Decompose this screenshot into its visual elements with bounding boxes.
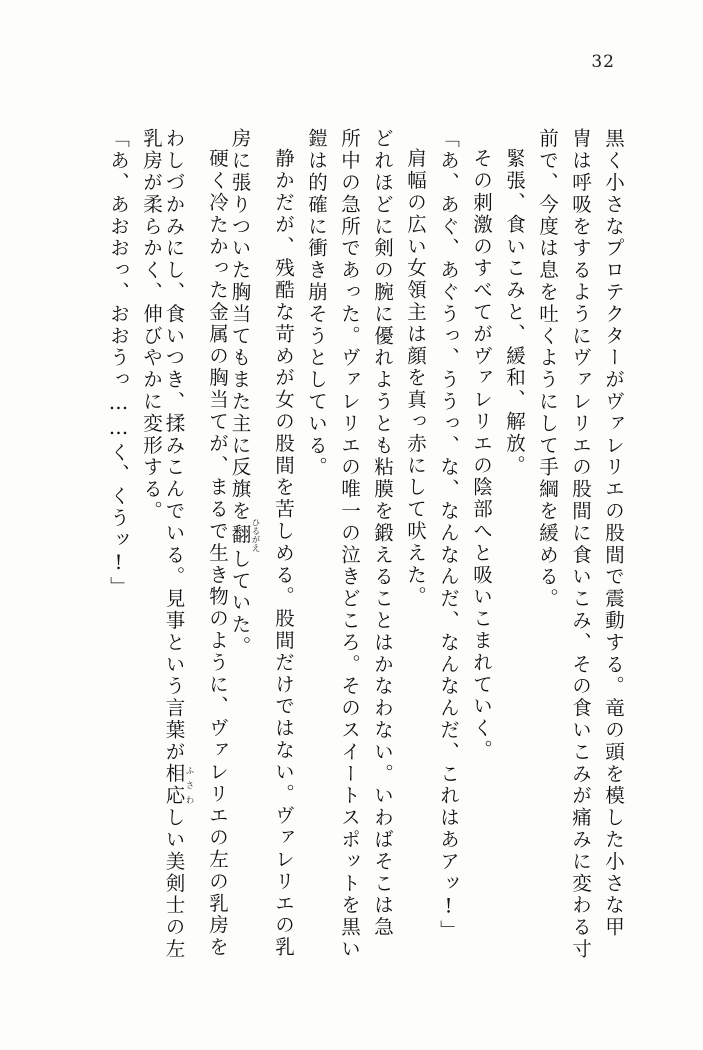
text-column: 硬く冷たかった金属の胸当てが、まるで生き物のように、ヴァレリエの左の乳房を [206, 148, 229, 959]
text-column: 静かだが、残酷な苛めが女の股間を苦しめる。股間だけではない。ヴァレリエの乳 [272, 148, 295, 959]
text-column: 房に張りついた胸当てもまた主に反旗を翻ひるがえしていた。 [228, 128, 260, 658]
text-column: 乳房が柔らかく、伸びやかに変形する。 [140, 128, 163, 523]
ruby-annotation: 翻ひるがえ [228, 518, 260, 553]
text-column: その刺激のすべてがヴァレリエの陰部へと吸いこまれていく。 [470, 148, 493, 762]
text-column: 鎧は的確に衝き崩そうとしている。 [305, 128, 328, 479]
text-column: わしづかみにし、食いつき、揉みこんでいる。見事という言葉が相応ふさわしい美剣士の左 [162, 128, 194, 961]
text-column: どれほどに剣の腕に優れようとも粘膜を鍛えることはかなわない。いわばそこは急 [371, 128, 394, 939]
text-column: 黒く小さなプロテクターがヴァレリエの股間で震動する。竜の頭を模した小さな甲 [602, 128, 625, 939]
text-column: 前で、今度は息を吐くようにして手綱を緩める。 [536, 128, 559, 610]
text-column: 肩幅の広い女領主は顔を真っ赤にして吠えた。 [404, 148, 427, 608]
text-column: 「あ、あぐ、あぐうっ、ううっ、な、なんなんだ、なんなんだ、これはあアッ!」 [437, 128, 460, 942]
vertical-text-body [72, 128, 625, 961]
text-column: 冑は呼吸をするようにヴァレリエの股間に食いこみ、その食いこみが痛みに変わる寸 [569, 128, 592, 961]
ruby-annotation: 相応ふさわ [162, 763, 194, 807]
page-number: 32 [591, 52, 615, 72]
text-column: 緊張、食いこみと、緩和、解放。 [503, 148, 526, 477]
text-column: 「あ、あおおっ、おおうっ……く、くうッ!」 [107, 128, 130, 599]
text-column: 所中の急所であった。ヴァレリエの唯一の泣きどころ。そのスイートスポットを黒い [338, 128, 361, 961]
